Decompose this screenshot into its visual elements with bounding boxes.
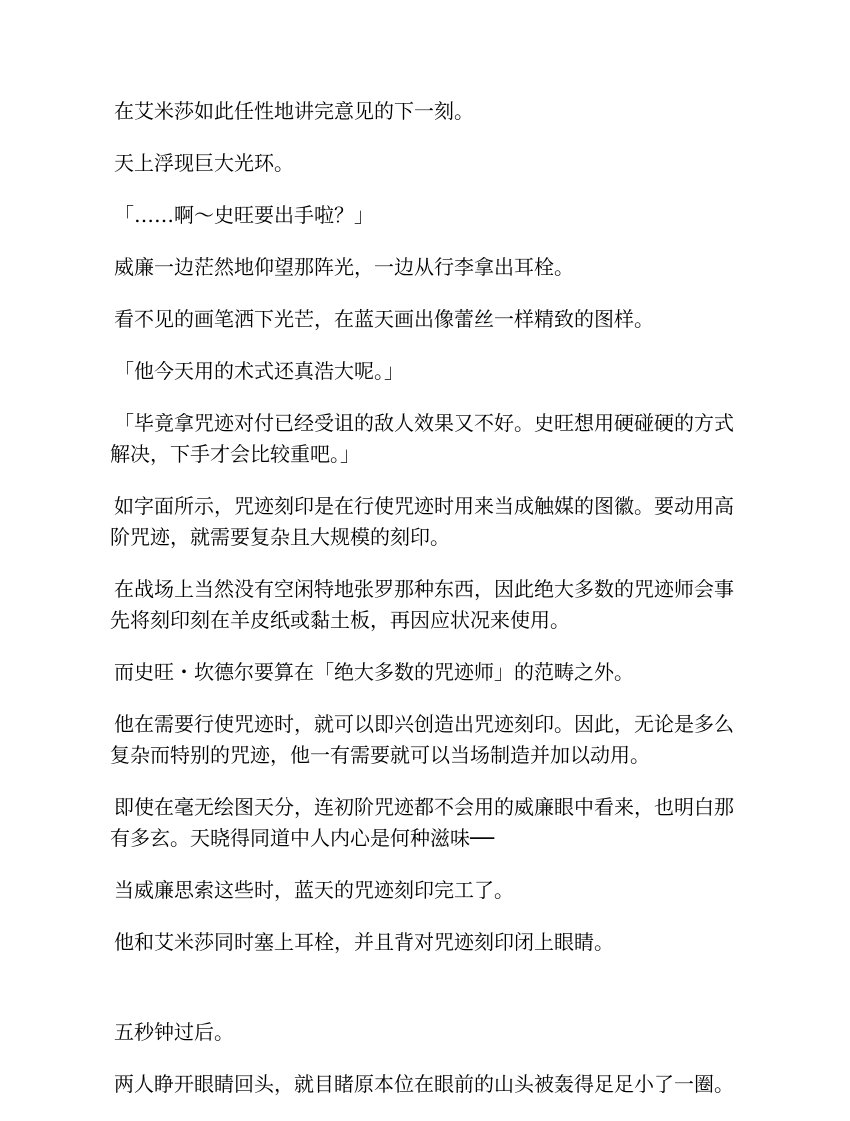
document-body — [110, 96, 745, 1121]
paragraph: 「毕竟拿咒迹对付已经受诅的敌人效果又不好。史旺想用硬碰硬的方式解决，下手才会比较重吧。」 — [110, 411, 734, 466]
paragraph: 在艾米莎如此任性地讲完意见的下一刻。 — [114, 99, 474, 123]
paragraph: 他在需要行使咒迹时，就可以即兴创造出咒迹刻印。因此，无论是多么复杂而特别的咒迹，他一有需要就可以当场制造并加以动用。 — [110, 712, 734, 767]
paragraph: 两人睁开眼睛回头，就目睹原本位在眼前的山头被轰得足足小了一圈。 — [114, 1072, 734, 1096]
paragraph: 威廉一边茫然地仰望那阵光，一边从行李拿出耳栓。 — [114, 255, 574, 279]
paragraph: 他和艾米莎同时塞上耳栓，并且背对咒迹刻印闭上眼睛。 — [114, 930, 614, 954]
scene-break — [110, 979, 745, 1017]
paragraph: 天上浮现巨大光环。 — [114, 151, 294, 175]
paragraph: 而史旺・坎德尔要算在「绝大多数的咒迹师」的范畴之外。 — [114, 660, 634, 684]
paragraph: 「他今天用的术式还真浩大呢。」 — [114, 359, 404, 383]
paragraph: 如字面所示，咒迹刻印是在行使咒迹时用来当成触媒的图徽。要动用高阶咒迹，就需要复杂且大规模的刻印。 — [110, 494, 734, 549]
paragraph: 五秒钟过后。 — [114, 1020, 234, 1044]
paragraph: 即使在毫无绘图天分，连初阶咒迹都不会用的威廉眼中看来，也明白那有多玄。天晓得同道中人内心是何种滋味── — [110, 795, 734, 850]
paragraph: 「……啊～史旺要出手啦？」 — [114, 203, 374, 227]
paragraph: 看不见的画笔洒下光芒，在蓝天画出像蕾丝一样精致的图样。 — [114, 307, 654, 331]
paragraph: 在战场上当然没有空闲特地张罗那种东西，因此绝大多数的咒迹师会事先将刻印刻在羊皮纸或黏土板，再因应状况来使用。 — [110, 577, 734, 632]
paragraph: 当威廉思索这些时，蓝天的咒迹刻印完工了。 — [114, 878, 514, 902]
